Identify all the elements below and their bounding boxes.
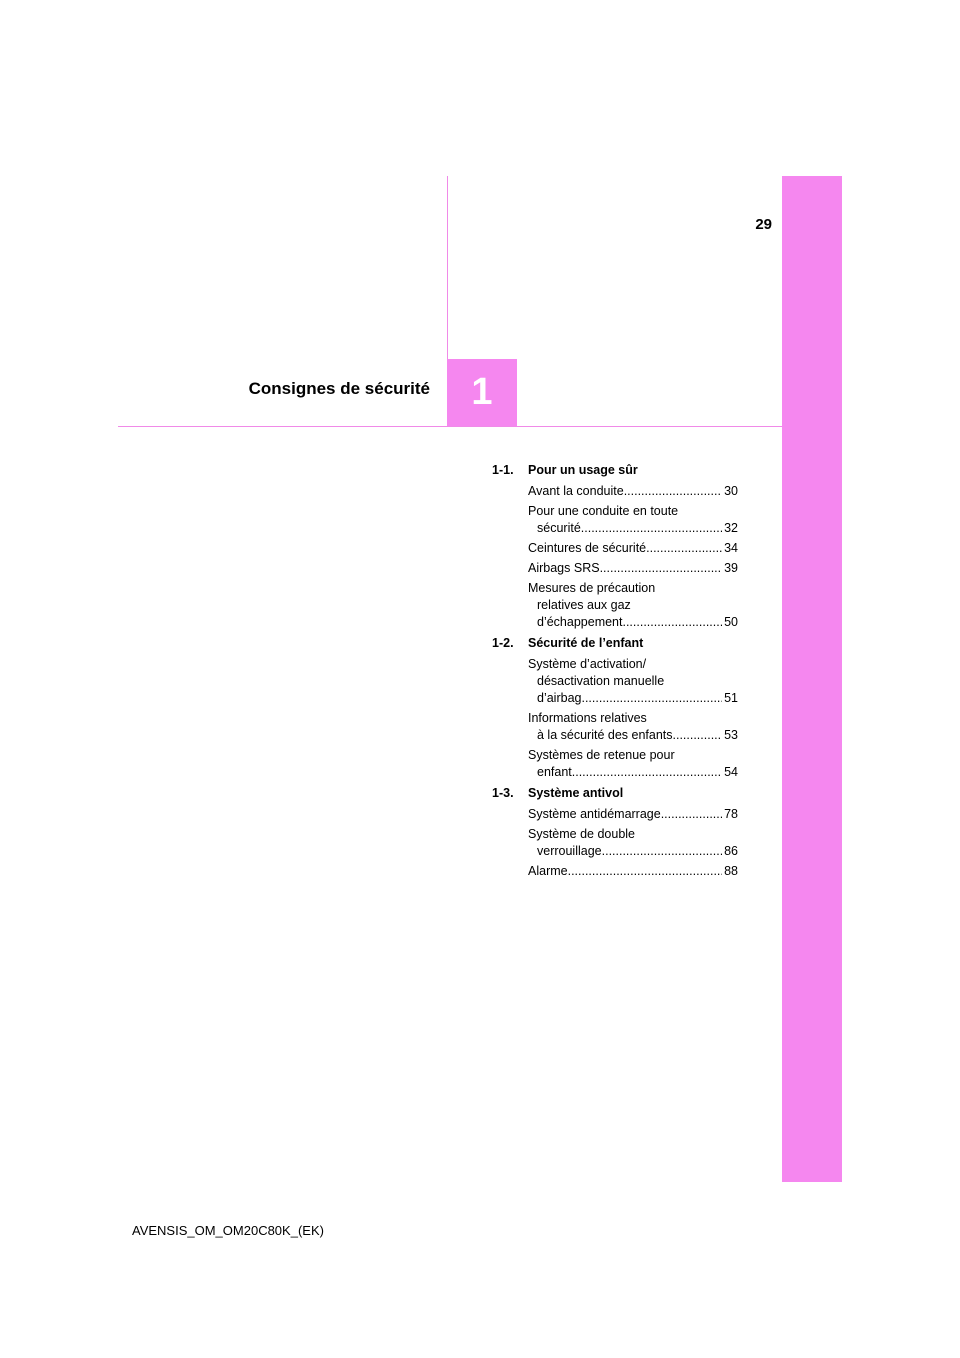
toc-section-number: 1-3. xyxy=(492,786,514,800)
toc-entry-text: verrouillage xyxy=(537,844,602,858)
toc-entry-page: 51 xyxy=(724,691,738,705)
chapter-side-tab[interactable] xyxy=(782,176,842,1182)
toc-entry-page: 86 xyxy=(724,844,738,858)
toc-entry-page: 78 xyxy=(724,807,738,821)
toc-entry-page: 32 xyxy=(724,521,738,535)
toc-entry[interactable] xyxy=(528,656,738,707)
toc-entry-text: Mesures de précaution xyxy=(528,581,656,595)
toc-entry-page: 30 xyxy=(724,484,738,498)
toc-dot-leader xyxy=(622,614,722,631)
toc-dot-leader xyxy=(581,520,722,537)
toc-entry[interactable] xyxy=(528,503,738,537)
toc-entry-page: 34 xyxy=(724,541,738,555)
toc-dot-leader xyxy=(581,690,722,707)
toc-dot-leader xyxy=(600,560,723,577)
toc-entry-page: 39 xyxy=(724,561,738,575)
toc-entry[interactable] xyxy=(528,826,738,860)
toc-entry-text: Airbags SRS xyxy=(528,561,600,575)
toc-entry-text: enfant xyxy=(537,765,572,779)
toc-entry-text: Avant la conduite xyxy=(528,484,624,498)
chapter-number-box xyxy=(447,359,517,426)
toc-dot-leader xyxy=(568,863,723,880)
toc-entry-text: Informations relatives xyxy=(528,711,647,725)
toc-entry-text: Système de double xyxy=(528,827,636,841)
toc-entry[interactable] xyxy=(528,540,738,557)
document-code-footer: AVENSIS_OM_OM20C80K_(EK) xyxy=(132,1223,324,1238)
toc-entry-text: relatives aux gaz xyxy=(537,598,631,612)
toc-dot-leader xyxy=(624,483,722,500)
toc-section-heading[interactable] xyxy=(492,463,742,480)
toc-entry-page: 88 xyxy=(724,864,738,878)
toc-entry-text: Ceintures de sécurité xyxy=(528,541,647,555)
horizontal-rule xyxy=(118,426,782,427)
toc-entry[interactable] xyxy=(528,747,738,781)
toc-entry[interactable] xyxy=(528,580,738,631)
toc-entry-text: sécurité xyxy=(537,521,581,535)
toc-entry-page: 53 xyxy=(724,728,738,742)
toc-entry-text: à la sécurité des enfants xyxy=(537,728,673,742)
toc-entry[interactable] xyxy=(528,806,738,823)
toc-dot-leader xyxy=(602,843,722,860)
toc-entry-text: d’échappement xyxy=(537,615,623,629)
vertical-rule xyxy=(447,176,448,359)
toc-entry-text: Alarme xyxy=(528,864,568,878)
chapter-title: Consignes de sécurité xyxy=(248,379,430,398)
toc-entry-text: Système antidémarrage xyxy=(528,807,661,821)
toc-section-number: 1-1. xyxy=(492,463,514,477)
toc-entry[interactable] xyxy=(528,863,738,880)
toc-section-number: 1-2. xyxy=(492,636,514,650)
table-of-contents xyxy=(492,460,742,880)
toc-entry-text: désactivation manuelle xyxy=(537,674,665,688)
toc-dot-leader xyxy=(661,806,722,823)
toc-section-heading[interactable] xyxy=(492,786,742,803)
toc-entry[interactable] xyxy=(528,560,738,577)
toc-section-title: Sécurité de l’enfant xyxy=(528,636,644,650)
toc-entry-text: d’airbag xyxy=(537,691,582,705)
toc-dot-leader xyxy=(646,540,722,557)
toc-entry-text: Systèmes de retenue pour xyxy=(528,748,675,762)
toc-entry-text: Pour une conduite en toute xyxy=(528,504,679,518)
toc-section-title: Système antivol xyxy=(528,786,624,800)
toc-section-title: Pour un usage sûr xyxy=(528,463,638,477)
toc-entry[interactable] xyxy=(528,710,738,744)
toc-dot-leader xyxy=(673,727,723,744)
toc-entry-text: Système d’activation/ xyxy=(528,657,647,671)
toc-entry-page: 54 xyxy=(724,765,738,779)
toc-section-heading[interactable] xyxy=(492,636,742,653)
chapter-number: 1 xyxy=(471,371,493,413)
toc-dot-leader xyxy=(572,764,722,781)
toc-entry-page: 50 xyxy=(724,615,738,629)
toc-entry[interactable] xyxy=(528,483,738,500)
page-number: 29 xyxy=(755,216,772,233)
